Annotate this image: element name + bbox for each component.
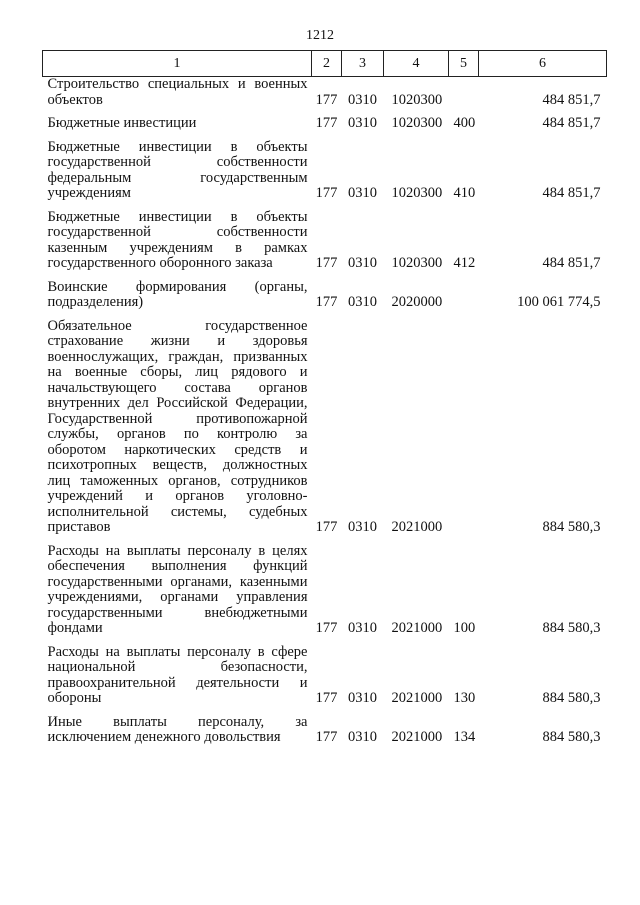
row-section-code-cell: 0310 (348, 115, 377, 131)
row-target-article-cell: 1020300 (391, 255, 443, 271)
row-target-article-cell: 1020300 (391, 115, 443, 131)
row-name-cell: Обязательное государственное страхование жизни и здоровья военнослужащих, граждан, призванных на военные сборы, лиц рядового и начальствующего состава органов внутренних дел Российской Федерации, Государственной противопожарной службы, органов по контролю за оборотом наркотических средств и психотропных веществ, должностных лиц таможенных органов, сотрудников учреждений и органов уголовно-исполнительной системы, судебных приставов (47, 317, 308, 535)
row-expense-type-cell (449, 319, 479, 544)
row-name-cell: Иные выплаты персоналу, за исключением денежного довольствия (47, 713, 308, 745)
row-ministry-code-cell: 177 (315, 185, 338, 201)
table-row (43, 280, 607, 319)
row-section-code-cell: 0310 (348, 91, 377, 108)
row-expense-type-cell: 400 (453, 115, 476, 131)
column-header-2: 2 (312, 51, 342, 77)
budget-table (42, 50, 607, 754)
row-amount-cell: 884 580,3 (542, 690, 601, 706)
header-row (43, 51, 607, 77)
row-target-article-cell: 2021000 (391, 690, 443, 706)
column-header-3: 3 (342, 51, 384, 77)
table-row (43, 319, 607, 544)
row-target-article-cell: 1020300 (391, 185, 443, 201)
row-target-article-cell: 2020000 (391, 294, 443, 310)
row-section-code-cell: 0310 (348, 294, 377, 310)
row-ministry-code-cell: 177 (315, 729, 338, 745)
column-header-4: 4 (384, 51, 449, 77)
row-name-cell: Бюджетные инвестиции в объекты государственной собственности федеральным государственным учреждениям (47, 138, 308, 201)
table-row (43, 715, 607, 754)
row-amount-cell: 884 580,3 (542, 519, 601, 535)
row-ministry-code-cell: 177 (315, 620, 338, 636)
column-header-5: 5 (449, 51, 479, 77)
row-target-article-cell: 2021000 (391, 519, 443, 535)
row-name-cell: Строительство специальных и военных объектов (47, 76, 308, 108)
row-ministry-code-cell: 177 (315, 255, 338, 271)
row-target-article-cell: 1020300 (391, 91, 443, 108)
table-row (43, 77, 607, 117)
row-name-cell: Бюджетные инвестиции в объекты государственной собственности казенным учреждениям в рамках государственного оборонного заказа (47, 208, 308, 271)
table-row (43, 645, 607, 715)
row-section-code-cell: 0310 (348, 185, 377, 201)
row-section-code-cell: 0310 (348, 729, 377, 745)
row-expense-type-cell: 410 (453, 185, 476, 201)
table-row (43, 544, 607, 645)
row-amount-cell: 484 851,7 (542, 255, 601, 271)
row-section-code-cell: 0310 (348, 255, 377, 271)
row-expense-type-cell (449, 77, 479, 117)
row-name-cell: Расходы на выплаты персоналу в целях обеспечения выполнения функций государственными органами, казенными учреждениями, органами управления государственными внебюджетными фондами (47, 542, 308, 636)
page-number: 1212 (306, 28, 334, 43)
row-ministry-code-cell: 177 (315, 519, 338, 535)
column-header-1: 1 (43, 51, 312, 77)
row-name-cell: Бюджетные инвестиции (47, 115, 197, 131)
row-ministry-code-cell: 177 (315, 690, 338, 706)
table-header (43, 51, 607, 77)
row-expense-type-cell: 412 (453, 255, 476, 271)
table-row (43, 116, 607, 140)
row-section-code-cell: 0310 (348, 690, 377, 706)
row-expense-type-cell: 134 (453, 729, 476, 745)
row-amount-cell: 884 580,3 (542, 620, 601, 636)
row-expense-type-cell: 130 (453, 690, 476, 706)
column-header-6: 6 (479, 51, 607, 77)
row-expense-type-cell: 100 (453, 620, 476, 636)
row-ministry-code-cell: 177 (315, 115, 338, 131)
row-amount-cell: 484 851,7 (542, 185, 601, 201)
table-row (43, 210, 607, 280)
row-name-cell: Расходы на выплаты персоналу в сфере национальной безопасности, правоохранительной деятельности и обороны (47, 643, 308, 706)
row-name-cell: Воинские формирования (органы, подразделения) (47, 278, 308, 310)
row-section-code-cell: 0310 (348, 519, 377, 535)
row-section-code-cell: 0310 (348, 620, 377, 636)
row-ministry-code-cell: 177 (315, 91, 338, 108)
row-target-article-cell: 2021000 (391, 620, 443, 636)
row-target-article-cell: 2021000 (391, 729, 443, 745)
row-amount-cell: 884 580,3 (542, 729, 601, 745)
row-amount-cell: 484 851,7 (542, 91, 601, 108)
row-amount-cell: 100 061 774,5 (517, 294, 601, 310)
table-body (43, 77, 607, 754)
table-row (43, 140, 607, 210)
row-ministry-code-cell: 177 (315, 294, 338, 310)
row-amount-cell: 484 851,7 (542, 115, 601, 131)
row-expense-type-cell (449, 280, 479, 319)
